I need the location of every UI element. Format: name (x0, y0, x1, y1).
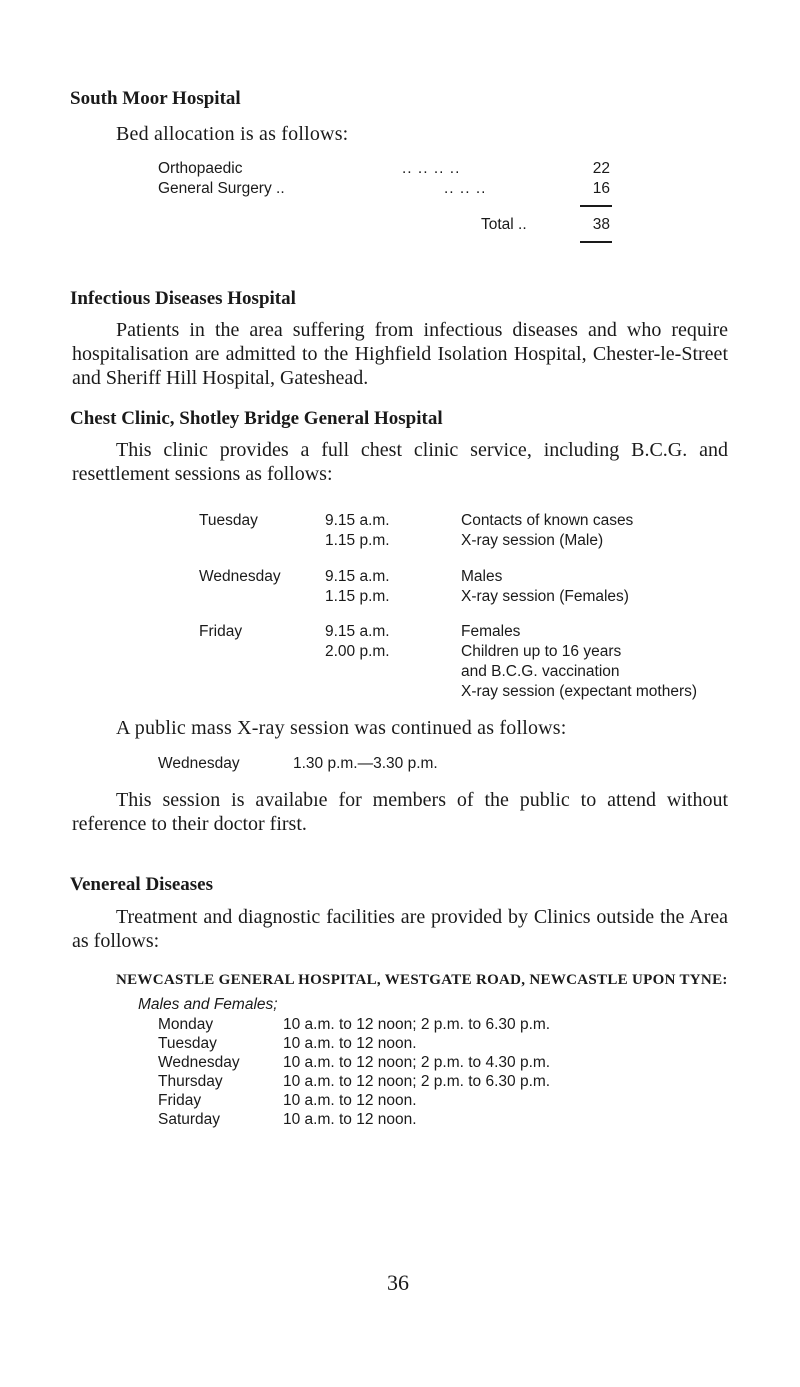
schedule-note: Males (461, 568, 503, 585)
schedule-day: Wednesday (199, 568, 281, 585)
total-rule-top (580, 205, 612, 207)
vd-hours: 10 a.m. to 12 noon; 2 p.m. to 4.30 p.m. (283, 1054, 551, 1071)
total-value: 38 (592, 216, 610, 233)
south-moor-heading: South Moor Hospital (70, 88, 241, 109)
schedule-day: Tuesday (199, 512, 258, 529)
bed-row-label: General Surgery .. (158, 180, 285, 197)
mass-xray-time: 1.30 p.m.—3.30 p.m. (293, 755, 438, 772)
schedule-time: 9.15 a.m. (325, 512, 390, 529)
vd-day: Thursday (158, 1073, 223, 1090)
mass-xray-day: Wednesday (158, 755, 240, 772)
infectious-heading: Infectious Diseases Hospital (70, 288, 296, 309)
schedule-time: 9.15 a.m. (325, 568, 390, 585)
vd-day: Saturday (158, 1111, 221, 1128)
bed-row-dots: .. .. .. .. (402, 160, 461, 177)
vd-hours: 10 a.m. to 12 noon. (283, 1092, 417, 1109)
vd-day: Monday (158, 1016, 214, 1033)
total-label: Total .. (481, 216, 527, 233)
chest-clinic-heading: Chest Clinic, Shotley Bridge General Hospital (70, 408, 443, 429)
schedule-note: X-ray session (expectant mothers) (461, 683, 698, 700)
chest-clinic-paragraph (72, 438, 728, 486)
vd-day: Wednesday (158, 1054, 240, 1071)
infectious-paragraph (72, 318, 728, 390)
infectious-text: Patients in the area suffering from infectious diseases and who require hospitalisation are admitted to the Highfield Isolation Hospital, Chester-le-Street and Sheriff Hill Hospital, Gateshead. (72, 319, 728, 389)
venereal-heading: Venereal Diseases (70, 874, 214, 895)
group-label: Males and Females; (138, 996, 278, 1013)
schedule-time: 1.15 p.m. (325, 532, 390, 549)
total-rule-bottom (580, 241, 612, 243)
venereal-paragraph (72, 905, 728, 953)
schedule-time: 1.15 p.m. (325, 588, 390, 605)
venereal-text: Treatment and diagnostic facilities are provided by Clinics outside the Area as follows: (72, 906, 728, 952)
vd-hours: 10 a.m. to 12 noon. (283, 1035, 417, 1052)
newcastle-hospital-heading: NEWCASTLE GENERAL HOSPITAL, WESTGATE ROAD, NEWCASTLE UPON TYNE: (116, 972, 728, 988)
bed-row-value: 16 (592, 180, 610, 197)
bed-allocation-intro: Bed allocation is as follows: (116, 123, 349, 145)
mass-xray-text: A public mass X-ray session was continued as follows: (116, 717, 567, 739)
vd-day: Tuesday (158, 1035, 217, 1052)
bed-row-label: Orthopaedic (158, 160, 243, 177)
vd-hours: 10 a.m. to 12 noon; 2 p.m. to 6.30 p.m. (283, 1016, 551, 1033)
schedule-time: 2.00 p.m. (325, 643, 390, 660)
schedule-day: Friday (199, 623, 243, 640)
schedule-note: Females (461, 623, 521, 640)
bed-row-dots: .. .. .. (444, 180, 487, 197)
vd-hours: 10 a.m. to 12 noon. (283, 1111, 417, 1128)
schedule-note: and B.C.G. vaccination (461, 663, 620, 680)
bed-row-value: 22 (592, 160, 610, 177)
schedule-time: 9.15 a.m. (325, 623, 390, 640)
chest-clinic-text: This clinic provides a full chest clinic service, including B.C.G. and resettlement sessions as follows: (72, 439, 728, 485)
vd-hours: 10 a.m. to 12 noon; 2 p.m. to 6.30 p.m. (283, 1073, 551, 1090)
schedule-note: Children up to 16 years (461, 643, 622, 660)
schedule-note: X-ray session (Females) (461, 588, 629, 605)
schedule-note: Contacts of known cases (461, 512, 634, 529)
availability-paragraph (72, 788, 728, 836)
vd-day: Friday (158, 1092, 202, 1109)
page-number: 36 (387, 1270, 409, 1295)
availability-text: This session is availabıe for members of the public to attend without reference to their doctor first. (72, 789, 728, 835)
schedule-note: X-ray session (Male) (461, 532, 604, 549)
